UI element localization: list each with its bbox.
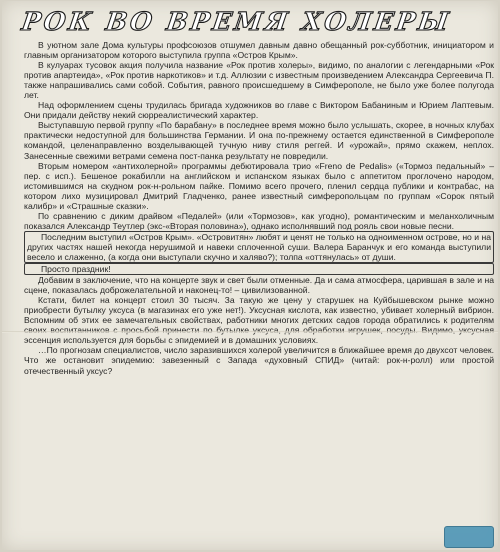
paragraph-name: В кулуарах тусовок акция получила название «Рок против холеры», видимо, по аналогии с легендарными «Рок против апартеида», «Рок против наркотиков» и т.д. Аллюзии с известным произведением Александра Сергеевича П. также напрашивались сами собой. События, равного происшедшему в Симферополе, не было уже более полугода лет. <box>24 60 494 101</box>
paper-fold <box>2 331 498 333</box>
paragraph-po-barabanu: Выступавшую первой группу «По барабану» в последнее время можно было услышать, скорее, в ночных клубах практически недоступной для большинства Германии. И она по-прежнему остается единственной в Симферополе командой, целенаправленно возделывающей тучную ниву стиля реггей. И «урожай», прямо скажем, неплох. Занесенные свежими ветрами семена пост-панка результату не повредили. <box>24 120 494 161</box>
article-title: РОК ВО ВРЕМЯ ХОЛЕРЫ <box>19 7 454 36</box>
paragraph-forecast: …По прогнозам специалистов, число заразившихся холерой увеличится в ближайшее время до двухсот человек. Что же остановит эпидемию: завезенный с Запада «духовный СПИД» (читай: рок-н-ролл) или простой отечественный уксус? <box>24 345 494 376</box>
paragraph-intro: В уютном зале Дома культуры профсоюзов отшумел давным давно обещанный рок-субботник, инициатором и главным организатором которого выступила группа «Остров Крым». <box>24 40 494 61</box>
paragraph-prosto-prazdnik: Просто праздник! <box>24 263 494 275</box>
paragraph-ostrov-krym: Последним выступил «Остров Крым». «Островитян» любят и ценят не только на одноименном острове, но и на других частях нашей некогда нерушимой и навеки сплоченной суши. Валера Баранчук и его команда выступили весело и слаженно, (а когда они выступали скучно и халяво?); толпа «оттянулась» от души. <box>24 231 494 263</box>
paragraph-freno-de-pedalis: Вторым номером «антихолерной» программы дебютировала трио «Freno de Pedalis» («Тормоз педальный» – пер. с исп.). Бешеное рокабилли на английском и испанском языках было с аппетитом проглочено народом, истомившимся на скудном рок-н-рольном пайке. Помимо всего прочего, пленил сердца публики и контрабас, на котором лихо музицировал Дмитрий Гладченко, ранее известный симферопольцам по группам «Сорок пятый калибр» и «Страшные сказки». <box>24 160 494 211</box>
paragraph-teutler: По сравнению с диким драйвом «Педалей» (или «Тормозов», как угодно), романтическим и меланхоличным показался Александр Теутлер (экс-«Вторая половина»), однако исполнявший под рояль свои новые песни. <box>24 210 494 231</box>
article-body <box>24 40 494 376</box>
paragraph-stage-design: Над оформлением сцены трудилась бригада художников во главе с Виктором Бабаниным и Юрием Лаптевым. Они придали действу некий сюрреалистический характер. <box>24 100 494 121</box>
paragraph-vinegar: Кстати, билет на концерт стоил 30 тысяч. За такую же цену у старушек на Куйбышевском рынке можно приобрести бутылку уксуса (в магазинах его уже нет!). Уксусная кислота, как известно, убивает холерный вибрион. Вспомним об этих ее замечательных свойствах, работники многих детских садов города обратились к родителям эссенция используется для борьбы с эпидемией и в домашних условиях. <box>24 295 494 346</box>
paragraph-conclusion: Добавим в заключение, что на концерте звук и свет были отменные. Да и сама атмосфера, царившая в зале и на сцене, показалась доброжелательной и наконец-то! – цивилизованной. <box>24 275 494 296</box>
newspaper-clipping <box>2 1 498 550</box>
blue-tape-mark <box>444 526 494 548</box>
